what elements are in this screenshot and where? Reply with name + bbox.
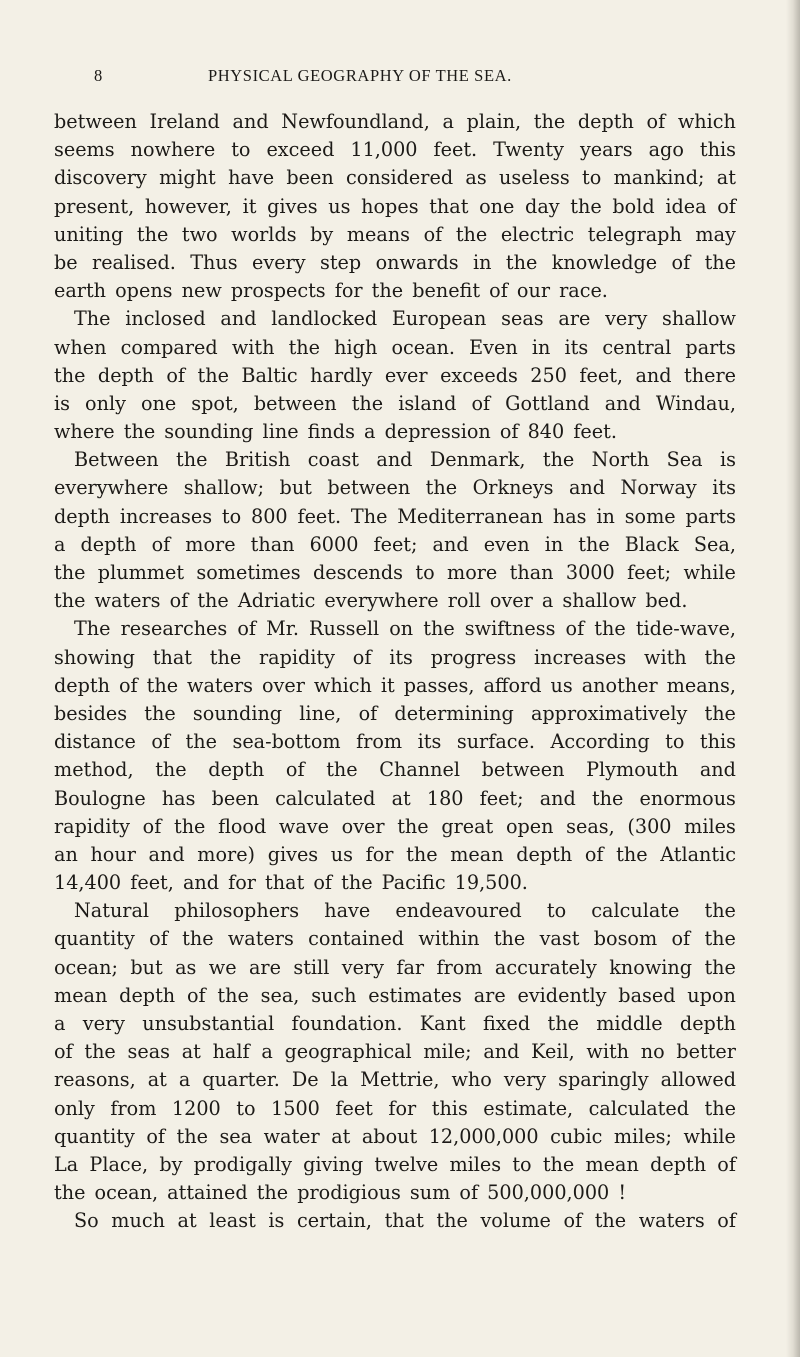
text-line: the depth of the Baltic hardly ever exceeds 250 feet, and there: [54, 363, 736, 387]
text-line: the ocean, attained the prodigious sum of 500,000,000 !: [54, 1181, 627, 1205]
page-number: 8: [94, 66, 103, 85]
text-line: depth increases to 800 feet. The Mediterranean has in some parts: [54, 504, 736, 528]
text-line: uniting the two worlds by means of the electric telegraph may: [54, 222, 736, 246]
text-line: method, the depth of the Channel between Plymouth and: [54, 758, 736, 782]
body-text: [54, 108, 736, 1236]
text-line: Boulogne has been calculated at 180 feet; and the enormous: [54, 786, 736, 810]
text-line: between Ireland and Newfoundland, a plain, the depth of which: [54, 110, 736, 133]
text-line: seems nowhere to exceed 11,000 feet. Twenty years ago this: [54, 138, 736, 162]
text-line: mean depth of the sea, such estimates are evidently based upon: [54, 983, 736, 1007]
text-line: discovery might have been considered as useless to mankind; at: [54, 166, 736, 190]
text-line: quantity of the waters contained within the vast bosom of the: [54, 927, 736, 951]
text-line: a very unsubstantial foundation. Kant fixed the middle depth: [54, 1012, 736, 1035]
text-line: ocean; but as we are still very far from accurately knowing the: [54, 955, 736, 979]
text-line: The researches of Mr. Russell on the swiftness of the tide-wave,: [74, 617, 736, 641]
text-line: an hour and more) gives us for the mean depth of the Atlantic: [54, 842, 736, 866]
text-line: Natural philosophers have endeavoured to calculate the: [74, 899, 736, 923]
text-line: 14,400 feet, and for that of the Pacific 19,500.: [54, 871, 528, 895]
text-line: of the seas at half a geographical mile; and Keil, with no better: [54, 1040, 736, 1064]
text-line: Between the British coast and Denmark, the North Sea is: [74, 448, 736, 472]
text-line: quantity of the sea water at about 12,000,000 cubic miles; while: [54, 1124, 736, 1148]
text-line: rapidity of the flood wave over the great open seas, (300 miles: [54, 814, 736, 838]
text-line: is only one spot, between the island of Gottland and Windau,: [54, 391, 736, 415]
text-line: distance of the sea-bottom from its surface. According to this: [54, 730, 736, 754]
text-line: the plummet sometimes descends to more than 3000 feet; while: [54, 561, 736, 584]
text-line: present, however, it gives us hopes that one day the bold idea of: [54, 194, 736, 218]
text-line: La Place, by prodigally giving twelve miles to the mean depth of: [54, 1152, 736, 1176]
text-line: showing that the rapidity of its progress increases with the: [54, 645, 736, 669]
text-line: besides the sounding line, of determining approximatively the: [54, 701, 736, 725]
page-edge-shadow: [786, 0, 800, 1357]
text-line: reasons, at a quarter. De la Mettrie, who very sparingly allowed: [54, 1068, 736, 1092]
text-line: earth opens new prospects for the benefit of our race.: [54, 279, 608, 303]
text-line: depth of the waters over which it passes, afford us another means,: [54, 673, 736, 697]
text-line: a depth of more than 6000 feet; and even in the Black Sea,: [54, 532, 736, 556]
text-line: So much at least is certain, that the volume of the waters of: [74, 1209, 736, 1233]
text-line: only from 1200 to 1500 feet for this estimate, calculated the: [54, 1096, 736, 1120]
text-line: The inclosed and landlocked European seas are very shallow: [74, 307, 736, 331]
text-line: the waters of the Adriatic everywhere roll over a shallow bed.: [54, 589, 688, 613]
running-head: [94, 66, 714, 90]
text-line: be realised. Thus every step onwards in the knowledge of the: [54, 250, 736, 274]
text-line: everywhere shallow; but between the Orkneys and Norway its: [54, 476, 736, 500]
text-line: when compared with the high ocean. Even in its central parts: [54, 335, 736, 359]
text-line: where the sounding line finds a depression of 840 feet.: [54, 420, 617, 444]
running-title: PHYSICAL GEOGRAPHY OF THE SEA.: [208, 66, 512, 85]
